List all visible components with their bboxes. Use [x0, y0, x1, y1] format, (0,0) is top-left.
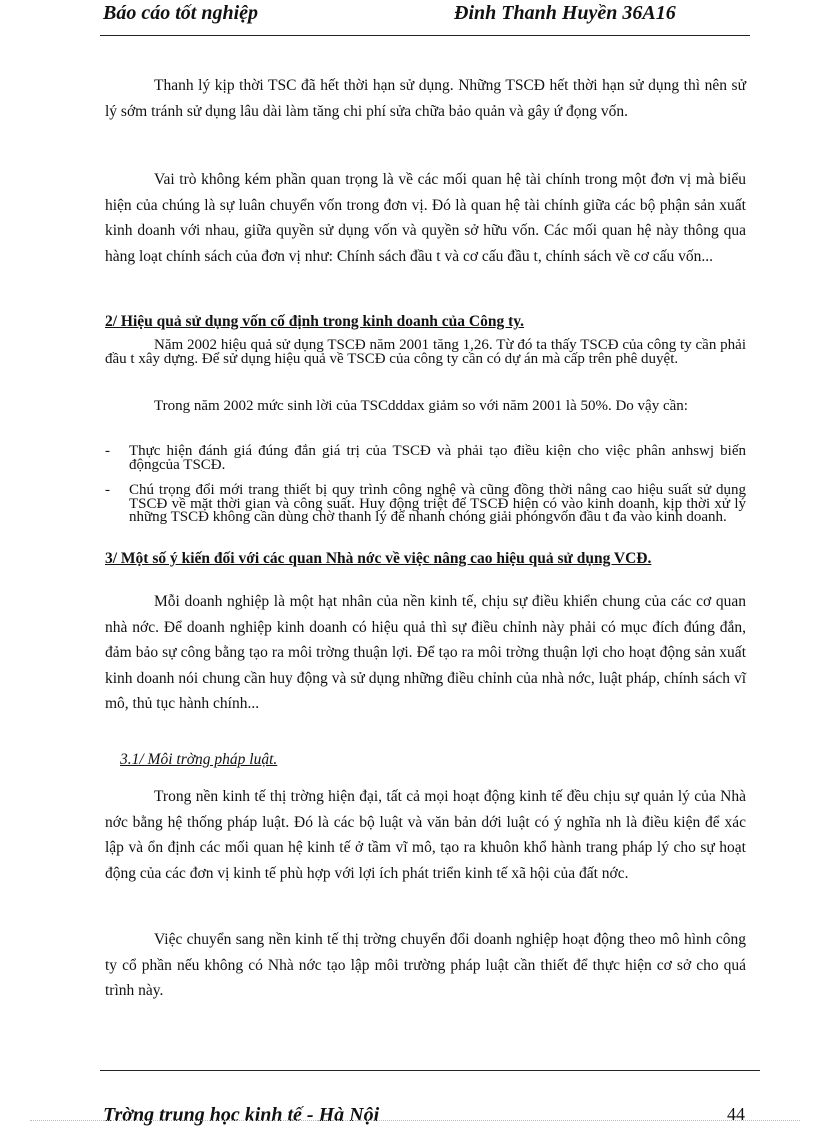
paragraph-2002-efficiency: Năm 2002 hiệu quả sử dụng TSCĐ năm 2001 tăng 1,26. Từ đó ta thấy TSCĐ của công ty cần phải đầu t xây dựng. Để sử dụng hiệu quả về TSCĐ của công ty cần có dự án mà cấp trên phê duyệt. [105, 337, 746, 367]
footer-divider [100, 1070, 760, 1071]
footer-dotted-rule [30, 1120, 800, 1121]
list-item [105, 445, 746, 472]
paragraph-market-transition: Việc chuyển sang nền kinh tế thị trờng chuyển đổi doanh nghiệp hoạt động theo mô hình công ty cổ phần nếu không có Nhà nớc tạo lập môi trường pháp luật cần thiết để thực hiện cơ sở cho quá trình này. [105, 931, 746, 999]
paragraph-state-regulation: Mỗi doanh nghiệp là một hạt nhân của nền kinh tế, chịu sự điều khiển chung của các cơ quan nhà nớc. Để doanh nghiệp kinh doanh có hiệu quả thì sự điều chỉnh này phải có mục đích đúng đắn, đảm bảo sự công bằng tạo ra môi trờng thuận lợi. Để tạo ra môi trờng thuận lợi cho hoạt động sản xuất kinh doanh nói chung cần huy động và sử dụng những điều chỉnh của nhà nớc, luật pháp, chính sách vĩ mô, thủ tục hành chính... [105, 593, 746, 712]
section-heading-3: 3/ Một số ý kiến đối với các quan Nhà nớc về việc nâng cao hiệu quả sử dụng VCĐ. [105, 550, 652, 567]
subsection-heading-3-1: 3.1/ Môi trờng pháp luật. [120, 751, 278, 768]
header-title-left: Báo cáo tốt nghiệp [103, 2, 259, 24]
bullet-marker: - [105, 482, 110, 498]
footer-school: Trờng trung học kinh tế - Hà Nội [103, 1104, 380, 1126]
header-divider [100, 35, 750, 36]
bullet-text-2: Chú trọng đổi mới trang thiết bị quy trình công nghệ và cũng đồng thời nâng cao hiệu suất sử dụng TSCĐ về mặt thời gian và công suất. Huy động triệt để TSCĐ hiện có vào kinh doanh, kịp thời xử lý những TSCĐ không cần dùng chờ thanh lý để nhanh chóng giải phóngvốn đầu t đa vào kinh doanh. [129, 482, 746, 525]
paragraph-liquidation: Thanh lý kịp thời TSC đã hết thời hạn sử dụng. Những TSCĐ hết thời hạn sử dụng thì nên sử lý sớm tránh sử dụng lâu dài làm tăng chi phí sửa chữa bảo quản và gây ứ đọng vốn. [105, 77, 746, 120]
header-author: Đinh Thanh Huyền 36A16 [454, 2, 676, 24]
paragraph-profit-rate: Trong năm 2002 mức sinh lời của TSCdddax giảm so với năm 2001 là 50%. Do vậy cần: [154, 398, 688, 414]
list-item [105, 484, 746, 525]
section-heading-2: 2/ Hiệu quả sử dụng vốn cố định trong kinh doanh của Công ty. [105, 313, 525, 330]
bullet-marker: - [105, 443, 110, 459]
paragraph-financial-relations: Vai trò không kém phần quan trọng là về các mối quan hệ tài chính trong một đơn vị mà biểu hiện của chúng là sự luân chuyển vốn trong đơn vị. Đó là quan hệ tài chính giữa các bộ phận sản xuất kinh doanh với nhau, giữa quyền sử dụng vốn và quyền sở hữu vốn. Các mối quan hệ này thông qua hàng loạt chính sách của đơn vị như: Chính sách đầu t và cơ cấu đầu t, chính sách về cơ cấu vốn... [105, 171, 746, 265]
page-number: 44 [727, 1104, 745, 1124]
paragraph-legal-environment: Trong nền kinh tế thị trờng hiện đại, tất cả mọi hoạt động kinh tế đều chịu sự quản lý của Nhà nớc bằng hệ thống pháp luật. Đó là các bộ luật và văn bản dới luật có ý nghĩa nh là điều kiện để xác lập và ổn định các mối quan hệ kinh tế ở tầm vĩ mô, tạo ra khuôn khổ hành trang pháp lý cho sự hoạt động của các đơn vị kinh tế phù hợp với lợi ích phát triển kinh tế xã hội của đất nớc. [105, 788, 746, 882]
bullet-text-1: Thực hiện đánh giá đúng đắn giá trị của TSCĐ và phải tạo điều kiện cho việc phân anhswj biến độngcủa TSCĐ. [129, 443, 746, 473]
